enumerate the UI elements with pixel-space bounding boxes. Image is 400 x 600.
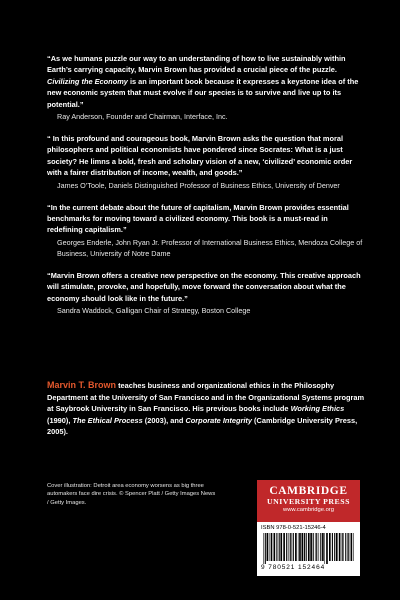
publisher-logo [257,480,360,522]
endorsements [47,53,365,327]
publisher-subname: UNIVERSITY PRESS [267,497,350,506]
bio-text: (1990), [47,415,73,425]
endorsement-attribution: Sandra Waddock, Galligan Chair of Strategy, Boston College [57,306,251,316]
cover-credit: Cover illustration: Detroit area economy worsens as big three automakers face dire crisis. © Spencer Platt / Getty Images News / Getty Images. [47,483,216,506]
bio-text: (Cambridge University Press, 2005). [47,415,358,436]
endorsement-1 [47,53,365,122]
book-title: Civilizing the Economy [47,76,128,86]
endorsement-2 [47,133,365,191]
book-title: Working Ethics [290,404,345,413]
bio-text: (2003), and [142,415,186,425]
author-name: Marvin T. Brown [47,380,117,390]
endorsement-quote [47,53,365,110]
endorsement-quote: “ In this profound and courageous book, Marvin Brown asks the question that moral philosophers and political economists have pondered since Socrates: What is a just society? He limns a bold, fresh and scholary vision of a new, ‘civilized’ economic order with a fairer distribution of income, wealth, and goods.” [47,134,353,178]
endorsement-4 [47,270,365,316]
publisher-block [257,480,360,576]
book-title: Corporate Integrity [185,415,252,425]
endorsement-attribution: Georges Enderle, John Ryan Jr. Professor of International Business Ethics, Mendoza College of Business, University of Notre Dame [57,237,363,258]
endorsement-attribution: James O’Toole, Daniels Distinguished Professor of Business Ethics, University of Denver [57,180,340,190]
quote-text: is an important book because it expresses a keystone idea of the new economic system that must evolve if our species is to survive and live up to its potential.” [47,76,359,109]
barcode-icon [261,533,356,564]
book-title: The Ethical Process [72,415,143,425]
endorsement-quote: “In the current debate about the future of capitalism, Marvin Brown provides essential benchmarks for moving toward a civilized economy. This book is a must-read in redefining capitalism.” [47,202,349,235]
barcode-panel [257,522,360,576]
publisher-name: CAMBRIDGE [269,485,348,497]
publisher-url: www.cambridge.org [283,507,334,513]
bio-text: teaches business and organizational ethics in the Philosophy Department at the University of San Francisco and in the Organizational Systems program at Saybrook University in San Francisco. His previous books include [47,381,365,413]
quote-text: “As we humans puzzle our way to an understanding of how to live sustainably within Earth’s carrying capacity, Marvin Brown has provided a crucial piece of the puzzle. [47,54,346,75]
barcode-digits: 9 780521 152464 [261,564,326,571]
author-bio [47,380,365,438]
endorsement-3 [47,202,365,259]
endorsement-attribution: Ray Anderson, Founder and Chairman, Interface, Inc. [57,112,228,122]
isbn-text: ISBN 978-0-521-15246-4 [261,525,326,531]
endorsement-quote: “Marvin Brown offers a creative new perspective on the economy. This creative approach will stimulate, provoke, and hopefully, move forward the conversation about what the economy should look like in the future.” [47,270,361,303]
